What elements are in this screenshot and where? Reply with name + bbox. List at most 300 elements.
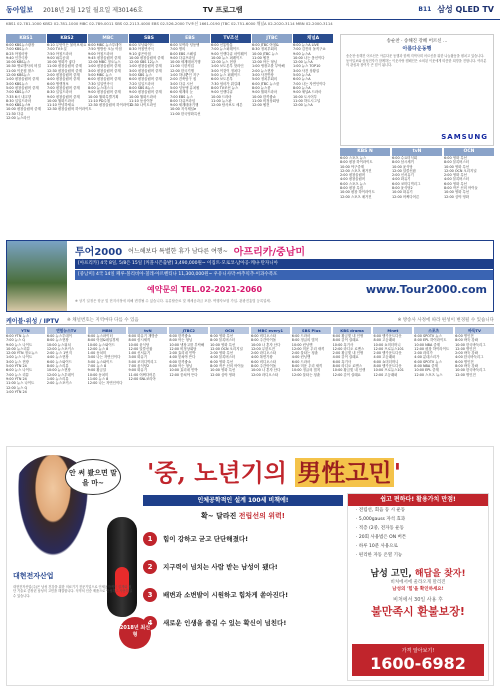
travel-row-africa: [아프리카] 4국 8일, 5/8은 15일 [커플시즌출발] 3,490,000원~ 이집트·모로코·남아공·케냐·탄자니아: [75, 259, 493, 269]
program-listing: 2:00 영화 특선: [444, 173, 467, 178]
program-listing: 8:00 뉴스데스크: [88, 85, 114, 90]
program-listing: 8:00 블록버스터: [210, 338, 236, 343]
program-listing: 9:00 평창올림픽 중계: [88, 90, 121, 95]
program-listing: 12:00 미운 우리 새끼: [291, 346, 325, 351]
sub-part-a: 확~ 달라진: [201, 512, 239, 520]
program-listing: 12:00 알쓸신잡: [392, 168, 416, 173]
program-listing: 5:00 코미디빅리그: [128, 359, 157, 364]
program-listing: 2:00 엠카운트다운: [373, 351, 402, 356]
program-listing: 12:00 스포츠 뉴스: [414, 372, 443, 377]
program-listing: 2:00 불타는 청춘: [291, 351, 318, 356]
program-listing: 1:00 평창올림픽 중계: [88, 64, 121, 69]
program-listing: 6:00 뉴스 나이트: [6, 368, 33, 373]
program-listing: 7:00 뉴스퍼레이드: [211, 47, 240, 52]
program-listing: 12:00 무한도전: [250, 346, 275, 351]
channel-column: [6, 34, 46, 238]
step-text: 배변과 소변발이 시원하고 힘차게 쏟아진다!: [163, 591, 289, 599]
cable-channel-column: [333, 327, 372, 442]
mini-channel-header: KBS N: [340, 148, 390, 156]
note-line-b: 남성의 '힘'을 확인하세요!: [392, 587, 444, 592]
channel-phone-line: KBS1 02-781-1000 KBS2 02-781-1000 MBC 02-789-0011 SBS 02-2113-4000 EBS 02-526-2000 TV조선 1661-0190 JTBC 02-751-6000 채널A 02-2020-3114 MBN 02-2000-3114: [6, 21, 333, 26]
feature-item: · 5,000gauss 자석 효과: [356, 517, 406, 522]
program-listing: 7:30 일일연속극: [88, 81, 114, 86]
program-listing: 2:00 뉴스 1번지: [46, 351, 72, 356]
travel-row-latam: [중남미] 4국 14일 페루·볼리비아·칠레·아르헨티나 11,300,000원~ 우유니사막·마추픽추·이과수폭포: [75, 270, 493, 280]
program-listing: 9:00 아침드라마: [88, 51, 114, 56]
program-listing: 8:00 삼시세끼: [128, 338, 151, 343]
program-listing: 6:00 쇼미더머니: [373, 359, 399, 364]
program-listing: 9:00 화유기: [128, 368, 148, 373]
program-listing: 10:00 월화특별기획: [88, 94, 119, 99]
program-listing: 9:10 좋은아침: [129, 51, 151, 56]
program-listing: 7:20 일일드라마: [129, 81, 155, 86]
program-listing: 4:00 복면가왕: [250, 355, 273, 360]
cable-schedule-grid: [6, 327, 494, 442]
program-listing: 4:00 런닝맨: [291, 355, 311, 360]
program-listing: 12:00 뉴스투데이: [46, 372, 75, 377]
page-number: B11: [418, 6, 432, 13]
cable-channel-header: JTBC2: [169, 327, 208, 334]
program-listing: 6:00 뉴스파이터: [87, 334, 113, 338]
slogan-emphasis: 해답을 찾자!: [414, 569, 466, 579]
program-listing: 6:00 코미디빅리그: [392, 181, 421, 186]
travel-ad[interactable]: [6, 240, 494, 312]
program-listing: 10:00 평창 하이라이트: [340, 190, 375, 195]
benefit-step: [143, 583, 343, 607]
channel-header: EBS: [170, 34, 210, 43]
channel-header: KBS1: [6, 34, 46, 43]
program-listing: 12:00 명인전: [455, 372, 476, 377]
headline-part-c: ': [393, 458, 402, 487]
program-listing: 11:00 한국영화특선: [170, 111, 201, 116]
program-listing: 7:00 EBS 뉴스: [170, 94, 193, 99]
cable-channel-column: [455, 327, 494, 442]
program-listing: 8:00 정글의 법칙: [291, 338, 318, 343]
program-listing: 10:00 세계테마기행: [170, 60, 201, 65]
program-listing: 10:00 동치미: [87, 372, 109, 377]
program-listing: 3:00 사건 상황실: [293, 68, 320, 73]
sidebar-slogan: [348, 566, 488, 579]
program-listing: 5:00 뉴스A: [293, 73, 311, 78]
program-listing: 12:00 뉴스A: [293, 103, 313, 108]
program-listing: 10:00 JTBC 뉴스: [252, 51, 279, 56]
note-line-a: 비처에서에 울라오게 말리진: [390, 580, 446, 585]
feature-list: [348, 506, 488, 560]
call-to-order-button[interactable]: [352, 644, 484, 676]
program-listing: 12:30 평창올림픽 하이라이트: [47, 107, 92, 112]
travel-tagline: 어느해보다 특별한 휴가 남다른 여행~: [128, 247, 228, 255]
program-listing: 6:00 MBC 뉴스투데이: [88, 43, 122, 47]
program-listing: 11:10 동상이몽: [129, 98, 153, 103]
speech-bubble: 안 써 봤으면 말을 마~: [65, 459, 121, 495]
program-listing: 10:00 뉴스리뷰: [6, 346, 30, 351]
program-listing: 8:00 작은 신의 아이들: [210, 364, 244, 369]
program-listing: 8:00 아는 형님: [169, 364, 193, 369]
program-listing: 4:00 화유기: [392, 177, 411, 182]
program-listing: 6:00 수요미식회: [392, 156, 418, 160]
program-listing: 9:00 KBS뉴스9: [6, 103, 31, 108]
program-listing: 6:00 KBS뉴스광장: [6, 43, 35, 47]
guarantee-label: 비처에서 30일 사용 후: [393, 597, 443, 603]
program-listing: 9:00 뉴스 나이트: [6, 342, 33, 347]
travel-phone: 예약문의 TEL.02-2021-2060: [147, 285, 263, 294]
program-listing: 1:00 뉴스리뷰: [46, 376, 69, 381]
program-listing: 8:30 일일드라마: [6, 98, 32, 103]
program-listing: 12:00 심야 영화: [444, 194, 470, 199]
program-listing: 8:00 평창 하이라이트: [340, 160, 373, 165]
program-listing: 10:00 영화 특선: [210, 342, 236, 347]
broadcast-schedule-grid: [6, 34, 333, 238]
program-listing: 12:00 명인전: [455, 346, 476, 351]
headline-highlight: 男性고민: [297, 458, 392, 487]
program-listing: 6:00 모닝와이드: [129, 43, 155, 47]
newspaper-logo: 동아일보: [6, 4, 34, 14]
program-listing: 6:00 평창올림픽 중계: [129, 77, 162, 82]
program-listing: 7:00 김진의 돌직구쇼: [293, 47, 326, 52]
program-listing: 10:00 평창올림픽 중계: [129, 55, 164, 60]
program-listing: 11:00 하트시그널: [293, 98, 321, 103]
program-listing: 10:00 한국바둑리그: [455, 368, 486, 373]
mini-channel-column: [444, 148, 494, 238]
program-listing: 8:00 주간아이돌: [250, 364, 277, 369]
panel-body: 송순찬·송해진 어르신은 아름다운 동행과 함께 지역사회 어르신을 위한 나눔활동을 펼치고 있습니다. 동아일보와 삼성전자가 함께하는 이웃사랑 캠페인은 소외된 이웃에게 따뜻한 희망을 전합니다. 여러분의 관심과 참여가 큰 힘이 됩니다.: [346, 54, 487, 68]
program-listing: 8:00 미운 우리 새끼: [291, 364, 323, 369]
benefit-step: [143, 527, 343, 551]
program-listing: 8:00 뉴스룸: [252, 85, 271, 90]
mini-channel-column: [392, 148, 442, 238]
program-listing: 6:00 흑기사: [332, 359, 352, 364]
program-listing: 7:00 나는 자연인이다: [293, 81, 326, 86]
program-listing: 9:00 인생다큐 마이웨이: [211, 51, 247, 56]
section-title: TV 프로그램: [202, 5, 243, 14]
program-listing: 10:00 효리네 민박: [169, 368, 198, 373]
program-listing: 6:00 YTN 뉴스: [6, 334, 29, 338]
program-listing: 7:00 KBS뉴스7: [6, 90, 31, 95]
cable-channel-column: [251, 327, 290, 442]
cable-channel-column: [128, 327, 167, 442]
program-listing: 4:00 평창올림픽 중계: [47, 77, 80, 82]
order-phone-number[interactable]: 1600-6982: [370, 654, 466, 673]
program-listing: 12:00 뉴스포커스: [46, 346, 75, 351]
channel-column: [252, 34, 292, 238]
program-listing: 4:00 뉴스현장: [46, 355, 69, 360]
program-listing: 12:00 OCN 오리지널: [210, 346, 243, 351]
program-listing: 8:00 다큐프라임: [170, 98, 196, 103]
program-listing: 11:00 비정상회담: [252, 98, 280, 103]
program-listing: 10:00 영화 특선: [210, 368, 236, 373]
program-listing: 3:00 평창올림픽 중계: [88, 68, 121, 73]
program-listing: 5:00 정치부회의: [252, 77, 278, 82]
program-listing: 3:00 다큐 시선: [170, 81, 193, 86]
program-listing: 6:00 생생정보: [47, 81, 69, 86]
sponsor-brand: 삼성 QLED TV: [437, 5, 494, 14]
program-listing: 10:00 드라마: [211, 94, 232, 99]
program-listing: 6:00 JTBC 뉴스룸: [252, 81, 280, 86]
program-listing: 8:00 라디오 로맨스: [332, 364, 363, 369]
cable-channel-column: [169, 327, 208, 442]
program-listing: 10:00 윤식당: [392, 164, 413, 169]
program-listing: 3:00 평창올림픽 중계: [129, 68, 162, 73]
company-name: 대현전자산업: [13, 572, 54, 580]
program-listing: 8:00 뉴스리뷰: [46, 364, 69, 369]
feature-item: · 편리한 자동 온열 기능: [356, 553, 403, 558]
program-listing: 6:00 평창올림픽 중계: [88, 77, 121, 82]
program-listing: 12:00 KBS뉴스: [6, 73, 31, 78]
program-listing: 10:00 한끼줍쇼: [252, 94, 276, 99]
program-listing: 8:00 주간아이돌: [250, 338, 277, 343]
program-listing: 1:00 동치미: [87, 351, 107, 356]
program-listing: 12:00 아는 형님: [252, 60, 278, 65]
cable-channel-column: [373, 327, 412, 442]
program-listing: 12:00 비정상회담: [169, 346, 197, 351]
samsung-logo: SAMSUNG: [441, 133, 488, 141]
call-label: 가격 알아보기!: [401, 648, 435, 654]
ad-sidebar: [347, 493, 489, 681]
program-listing: 8:00 엠카운트다운: [373, 364, 402, 369]
program-listing: 12:00 고등래퍼: [373, 372, 398, 377]
program-listing: 8:00 아는 형님: [169, 338, 193, 343]
program-listing: 11:00 뉴스판: [211, 98, 232, 103]
program-listing: 12:00 알쓸신잡: [128, 346, 153, 351]
sidebar-header: 쉽고 편하다! 활용가치 만점!: [348, 494, 488, 506]
travel-head: [75, 243, 493, 257]
program-listing: 10:00 도시어부: [293, 94, 317, 99]
program-listing: 12:00 YTN 정오뉴스: [6, 351, 38, 356]
travel-website-link[interactable]: www.Tour2000.com: [365, 283, 487, 296]
program-listing: 7:35 6시 내고향: [6, 94, 32, 99]
program-listing: 5:00 평창올림픽 중계: [6, 85, 39, 90]
program-listing: 6:00 한끼줍쇼: [169, 359, 192, 364]
program-listing: 12:00 뉴스 현장: [211, 60, 237, 65]
program-listing: 10:00 영화 특선: [444, 164, 470, 169]
program-listing: 11:10 안녕하세요: [47, 103, 75, 108]
program-listing: 12:00 라디오스타: [250, 372, 279, 377]
program-listing: 1:00 평창올림픽 중계: [6, 77, 39, 82]
mini-channel-column: [340, 148, 390, 238]
cable-channel-column: [88, 327, 127, 442]
channel-column: [211, 34, 251, 238]
program-listing: 8:00 평창 특집: [340, 186, 363, 191]
cable-title: 케이블·위성 / IPTV: [6, 317, 59, 325]
program-listing: 6:00 뉴스와이드: [46, 359, 72, 364]
program-listing: 10:00 화유기: [392, 190, 413, 195]
program-listing: 12:00 같이 살래요: [332, 372, 361, 377]
travel-photo: [7, 241, 67, 311]
program-listing: 10:00 KBS뉴스: [6, 60, 31, 65]
program-listing: 1:00 보도본부 핫라인: [211, 64, 244, 69]
program-listing: 5:00 YTN 24: [6, 364, 27, 369]
program-listing: 10:00 지식채널e: [170, 107, 197, 112]
cable-channel-column: [414, 327, 453, 442]
program-listing: 2:00 영화 특선: [210, 351, 234, 356]
program-listing: 6:00 명인전: [455, 359, 474, 364]
program-listing: 8:00 EBS 스페셜: [170, 51, 197, 56]
program-listing: 5:00 뉴스 퍼레이드: [211, 73, 241, 78]
program-listing: 12:00 뉴스 Q: [6, 385, 28, 390]
program-listing: 10:00 런닝맨: [291, 342, 313, 347]
mini-channel-header: tvN: [392, 148, 442, 156]
travel-headline: 아프리카/중남미: [233, 246, 306, 258]
program-listing: 4:00 같이 살래요: [332, 355, 359, 360]
cable-channel-header: 연합뉴스TV: [47, 327, 86, 334]
program-listing: 1:00 신서유기: [128, 351, 151, 356]
program-listing: 8:00 고등래퍼: [373, 338, 396, 343]
program-listing: 12:00 뭉쳐야 뜬다: [169, 372, 198, 377]
program-listing: 12:00 라디오 로맨스: [332, 346, 365, 351]
program-listing: 4:00 블록버스터: [444, 177, 470, 182]
program-listing: 7:00 TV소설: [47, 47, 67, 52]
travel-brand: 투어2000: [75, 246, 123, 258]
program-listing: 12:00 나는 자연인이다: [87, 381, 123, 386]
ad-banner: 인체공학적인 설계 100세 비책에!: [143, 495, 343, 506]
program-listing: 3:00 KBS뉴스: [6, 81, 28, 86]
program-listing: 10:00 한국바둑리그: [455, 342, 486, 347]
channel-column: [47, 34, 92, 238]
program-listing: 8:30 일일드라마: [47, 90, 73, 95]
campaign-logo: 아름다운동행: [402, 46, 432, 52]
program-listing: 11:00 썰전: [252, 55, 270, 60]
ad-subheadline: [143, 511, 343, 521]
program-listing: 6:00 신통방통: [211, 43, 233, 47]
program-listing: 9:00 뉴스A: [293, 51, 311, 56]
program-listing: 3:00 화유기: [128, 355, 148, 360]
feature-item: · 20회 사용법은 ON 버튼: [356, 535, 407, 540]
program-listing: 6:10 무엇이든 물어보세요: [47, 43, 87, 47]
cable-channel-column: [47, 327, 86, 442]
cable-channel-header: MBN: [88, 327, 127, 334]
program-listing: 1:00 뉴스 나이트: [6, 355, 33, 360]
program-listing: 6:00 스포츠 뉴스: [340, 181, 367, 186]
cable-channel-header: 스포츠: [414, 327, 453, 334]
program-listing: 11:30 다큐: [6, 111, 24, 116]
feature-item: · 하루 10분 사용으로: [356, 544, 398, 549]
program-listing: 10:00 NBA 중계: [414, 342, 440, 347]
program-listing: 8:00 뉴스현장: [46, 338, 69, 343]
channel-column: [129, 34, 169, 238]
program-listing: 4:00 뭉쳐야 뜬다: [169, 355, 196, 360]
step-text: 새로운 인생을 즐길 수 있는 확신이 넘친다!: [163, 619, 287, 627]
program-listing: 6:00 뉴스A: [293, 77, 311, 82]
program-listing: 6:00 영화 특선: [210, 359, 234, 364]
program-listing: 10:30 생로병사의 비밀: [6, 64, 41, 69]
program-listing: 8:00 NBA 중계: [414, 364, 438, 369]
program-listing: 10:00 나는 몸신이다: [293, 55, 325, 60]
program-listing: 2:00 평창올림픽: [340, 173, 366, 178]
campaign-panel: [340, 34, 494, 146]
health-device-ad[interactable]: [6, 446, 494, 686]
channel-column: [88, 34, 133, 238]
company-description: 대현전자산업(주)은 남성 건강을 위한 의료기기 전문기업으로 인체공학적인 설계와 첨단 기술로 중장년 남성의 고민을 해결합니다. 식약처 인증 제품으로 안심하고 사용하실 수 있습니다.: [13, 585, 132, 598]
issue-date: 2018년 2월 12일 월요일 제30146호: [43, 7, 143, 14]
program-listing: 7:00 평창올림픽 중계: [47, 85, 80, 90]
program-listing: 9:45 평창올림픽 중계: [88, 55, 121, 60]
program-listing: 10:00 나 혼자 산다: [250, 342, 281, 347]
program-listing: 2:00 황금빛 내 인생: [332, 351, 364, 356]
program-listing: 2:00 신서유기: [392, 173, 414, 178]
program-listing: 6:00 엠카운트다운: [373, 334, 402, 338]
program-listing: 10:00 야구중계: [340, 164, 364, 169]
channel-header: TV조선: [211, 34, 251, 43]
program-listing: 9:00 다큐프라임: [170, 55, 196, 60]
program-listing: 6:00 SPOTV 뉴스: [414, 334, 442, 338]
panel-title: 송순찬 · 송해진 강혜 어르신 ...: [386, 39, 448, 44]
program-listing: 9:00 YTN 24: [6, 376, 27, 381]
channel-header: SBS: [129, 34, 169, 43]
program-listing: 6:00 황금빛 내 인생: [332, 334, 364, 338]
mini-channel-header: OCN: [444, 148, 494, 156]
cable-channel-column: [292, 327, 331, 442]
program-listing: 11:00 어쩌다어른: [128, 372, 156, 377]
cable-channel-header: YTN: [6, 327, 45, 334]
program-listing: 9:40 인간극장: [6, 55, 28, 60]
program-listing: 7:00 명의: [170, 47, 186, 52]
program-listing: 10:00 프로듀스101: [373, 368, 404, 373]
cable-section-header: [6, 316, 494, 325]
cable-channel-column: [6, 327, 45, 442]
program-listing: 10:00 황금빛 내 인생: [332, 368, 366, 373]
cable-channel-header: OCN: [210, 327, 249, 334]
program-listing: 12:00 심야 영화: [210, 372, 236, 377]
program-listing: 10:00 쇼미더머니: [373, 342, 401, 347]
program-listing: 1:00 뉴스 TOP10: [293, 64, 321, 69]
program-listing: 8:30 아침연속극: [129, 47, 155, 52]
program-listing: 9:00 평창올림픽 중계: [47, 94, 80, 99]
program-listing: 1:00 하나뿐인 지구: [170, 73, 200, 78]
program-listing: 2:00 뉴스포커스: [46, 381, 72, 386]
program-listing: 4:00 평창올림픽: [340, 177, 366, 182]
program-listing: 8:00 뉴스A: [293, 85, 311, 90]
step-number: 1: [143, 532, 157, 546]
program-listing: 11:00 이웃집 찰스: [6, 68, 35, 73]
program-listing: 12:00 스포츠 매거진: [340, 194, 372, 199]
program-listing: 9:00 세계테마기행: [170, 103, 199, 108]
step-number: 2: [143, 560, 157, 574]
cable-channel-header: MBC every1: [251, 327, 290, 334]
program-listing: 7:00 윤식당2: [128, 364, 150, 369]
program-listing: 8:00 블록버스터: [444, 160, 470, 165]
cable-note: ※ 방송사 사정에 따라 편성이 변경될 수 있습니다: [397, 318, 494, 323]
program-listing: 10:00 영화 특선: [444, 190, 470, 195]
step-text: 지구력이 넘치는 사람 받는 남성이 됐다!: [163, 563, 278, 571]
program-listing: 2:00 라리가: [414, 351, 433, 356]
program-listing: 12:00 SBS 12뉴스: [129, 60, 159, 65]
program-listing: 10:00 윤식당: [128, 342, 150, 347]
program-listing: 7:30 엄마가 뭐길래: [211, 81, 241, 86]
program-listing: 10:00 뉴스와이드: [87, 342, 115, 347]
program-listing: 8:00 TV조선 뉴스: [211, 85, 239, 90]
program-listing: 1:00 YTN 24: [6, 389, 27, 394]
program-listing: 6:00 뉴스투데이: [46, 334, 72, 338]
program-listing: 6:00 영화 특선: [444, 181, 467, 186]
program-listing: 9:00 채널A 드라마: [293, 90, 322, 95]
program-listing: 9:00 VJ특공대: [47, 55, 69, 60]
program-listing: 4:00 고등래퍼: [373, 355, 396, 360]
program-listing: 10:00 뉴스 퍼레이드: [211, 55, 243, 60]
program-listing: 12:00 뉴스A: [293, 60, 313, 65]
program-listing: 11:00 평창올림픽 중계: [47, 64, 82, 69]
program-listing: 6:00 명인전: [455, 334, 474, 338]
benefit-step: [143, 611, 343, 635]
program-listing: 2:00 건축탐구 집: [170, 77, 197, 82]
program-listing: 6:00 세계의 눈: [170, 90, 193, 95]
program-listing: 12:30 평창올림픽 중계: [47, 68, 82, 73]
program-listing: 12:00 탐사보도 세븐: [211, 103, 243, 108]
program-listing: 10:00 영화가 좋다: [47, 60, 76, 65]
program-listing: 2:00 평창올림픽 중계: [47, 73, 80, 78]
refund-guarantee: 불만족시 환불보장!: [371, 605, 465, 618]
cable-channel-header: tvN: [128, 327, 167, 334]
program-listing: 12:00 OCN 오리지널: [444, 168, 477, 173]
